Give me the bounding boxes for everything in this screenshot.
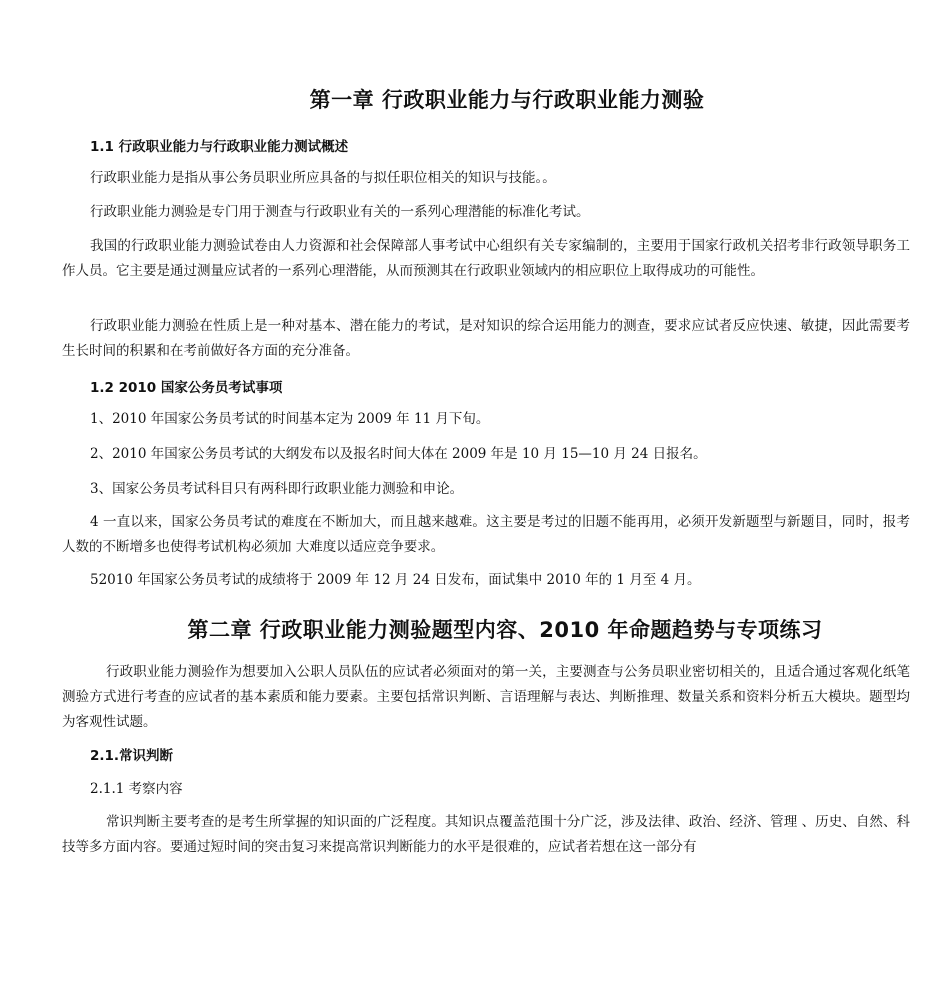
paragraph: 行政职业能力测验在性质上是一种对基本、潜在能力的考试，是对知识的综合运用能力的测查，要求应试者反应快速、敏捷，因此需要考生长时间的积累和在考前做好各方面的充分准备。: [62, 318, 910, 359]
section-1-1-heading: 1.1 行政职业能力与行政职业能力测试概述: [90, 139, 349, 155]
section-2-1-heading: 2.1.常识判断: [90, 748, 174, 764]
chapter-2-title: 第二章 行政职业能力测验题型内容、2010 年命题趋势与专项练习: [187, 618, 823, 642]
paragraph: 2、2010 年国家公务员考试的大纲发布以及报名时间大体在 2009 年是 10 月 15—10 月 24 日报名。: [90, 446, 707, 462]
paragraph: 我国的行政职业能力测验试卷由人力资源和社会保障部人事考试中心组织有关专家编制的，主要用于国家行政机关招考非行政领导职务工作人员。它主要是通过测量应试者的一系列心理潜能，从而预测其在行政职业领域内的相应职位上取得成功的可能性。: [62, 238, 910, 279]
paragraph: 4 一直以来，国家公务员考试的难度在不断加大，而且越来越难。这主要是考过的旧题不能再用，必须开发新题型与新题目，同时，报考人数的不断增多也使得考试机构必须加 大难度以适应竞争要求。: [62, 514, 910, 555]
paragraph: 1、2010 年国家公务员考试的时间基本定为 2009 年 11 月下旬。: [90, 411, 490, 427]
subsection-2-1-1-heading: 2.1.1 考察内容: [90, 781, 183, 797]
chapter-1-title: 第一章 行政职业能力与行政职业能力测验: [309, 88, 705, 112]
paragraph: 3、国家公务员考试科目只有两科即行政职业能力测验和申论。: [90, 481, 464, 497]
paragraph: 行政职业能力测验是专门用于测查与行政职业有关的一系列心理潜能的标准化考试。: [90, 204, 590, 220]
section-1-2-heading: 1.2 2010 国家公务员考试事项: [90, 380, 283, 396]
paragraph: 常识判断主要考查的是考生所掌握的知识面的广泛程度。其知识点覆盖范围十分广泛，涉及法律、政治、经济、管理 、历史、自然、科技等多方面内容。要通过短时间的突击复习来提高常识判断能力的水平是很难的，应试者若想在这一部分有: [62, 814, 910, 855]
paragraph: 52010 年国家公务员考试的成绩将于 2009 年 12 月 24 日发布，面试集中 2010 年的 1 月至 4 月。: [90, 572, 701, 588]
paragraph: 行政职业能力是指从事公务员职业所应具备的与拟任职位相关的知识与技能。。: [90, 170, 556, 186]
chapter-2-intro: 行政职业能力测验作为想要加入公职人员队伍的应试者必须面对的第一关，主要测查与公务员职业密切相关的，且适合通过客观化纸笔测验方式进行考查的应试者的基本素质和能力要素。主要包括常识判断、言语理解与表达、判断推理、数量关系和资料分析五大模块。题型均为客观性试题。: [62, 664, 910, 730]
